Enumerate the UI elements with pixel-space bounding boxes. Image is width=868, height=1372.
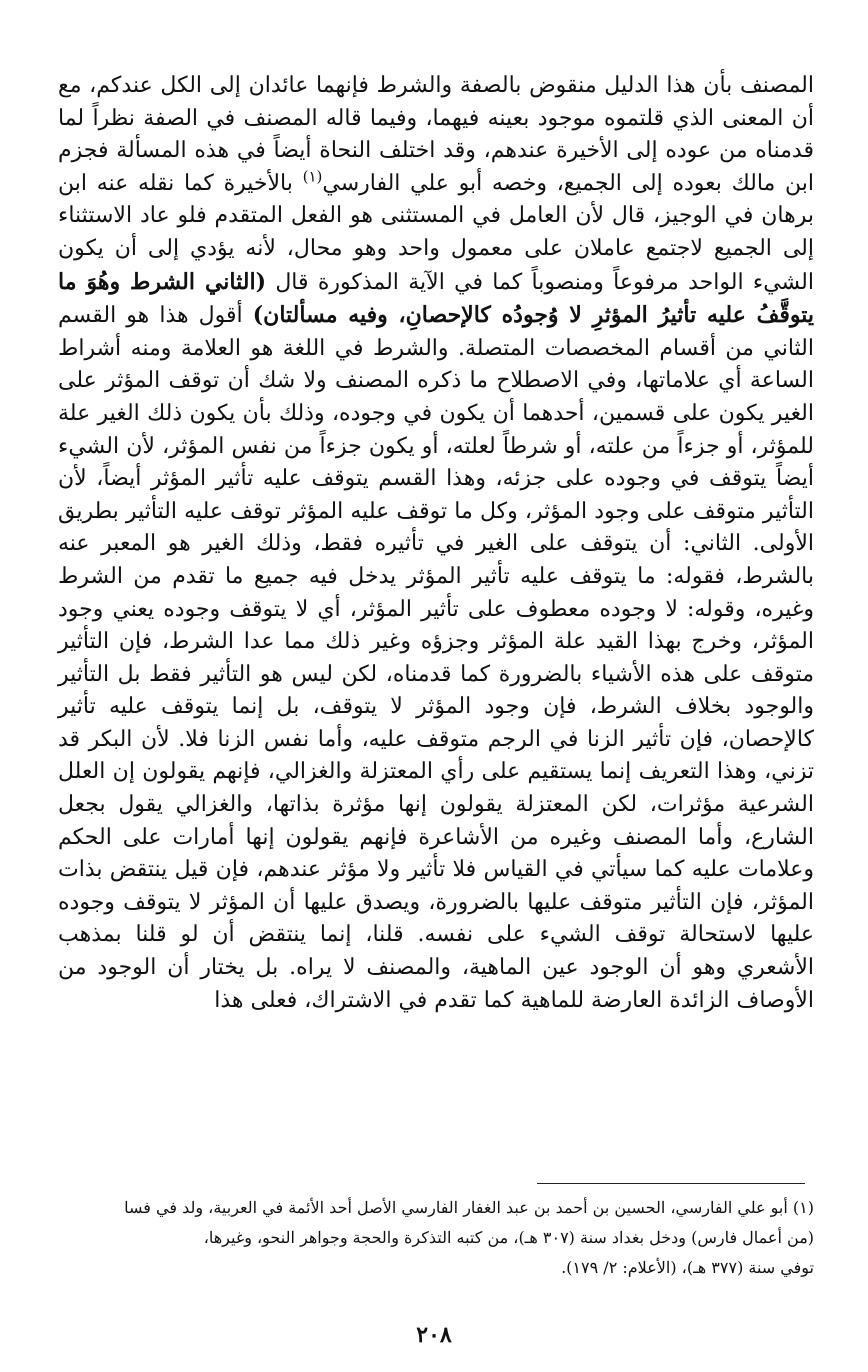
text-part-1: المصنف بأن هذا الدليل منقوض بالصفة والشرط فإنهما عائدان إلى الكل عندكم، مع أن المعنى الذي قلتموه موجود بعينه فيهما، وفيما قاله المصنف في الصفة نظراً لما قدمناه من عوده إلى الأخيرة عندهم، وقد اختلف النحاة أيضاً في هذه المسألة فجزم ابن مالك بعوده إلى الجميع، وخصه أبو علي الفارسي [58,73,815,196]
footnote-reference: (١) [302,167,323,186]
main-paragraph [58,70,814,1017]
page-number: ٢٠٨ [416,1322,452,1348]
footnote-line-3: توفي سنة (٣٧٧ هـ)، (الأعلام: ٢/ ١٧٩). [561,1258,814,1277]
main-text [58,70,814,1017]
text-part-3: أقول هذا هو القسم الثاني من أقسام المخصصات المتصلة. والشرط في اللغة هو العلامة ومنه أشراط الساعة أي علاماتها، وفي الاصطلاح ما ذكره المصنف ولا شك أن توقف المؤثر على الغير يكون على قسمين، أحدهما أن يكون في وجوده، وذلك بأن يكون ذلك الغير علة للمؤثر، أو جزءاً من علته، أو شرطاً لعلته، أو يكون جزءاً من نفس المؤثر، لأن الشيء أيضاً يتوقف في وجوده على جزئه، وهذا القسم يتوقف عليه تأثير المؤثر أيضاً، لأن التأثير متوقف على وجود المؤثر، وكل ما توقف عليه المؤثر توقف عليه التأثير بطريق الأولى. الثاني: أن يتوقف على الغير في تأثيره فقط، وذلك الغير هو المعبر عنه بالشرط، فقوله: ما يتوقف عليه تأثير المؤثر يدخل فيه جميع ما تقدم من الشرط وغيره، وقوله: لا وجوده معطوف على تأثير المؤثر، أي لا يتوقف وجوده يعني وجود المؤثر، وخرج بهذا القيد علة المؤثر وجزؤه وغير ذلك مما عدا الشرط، فإن التأثير متوقف على هذه الأشياء بالضرورة كما قدمناه، لكن ليس هو التأثير فقط بل التأثير والوجود بخلاف الشرط، فإن وجود المؤثر لا يتوقف، بل إنما يتوقف عليه تأثير كالإحصان، فإن تأثير الزنا في الرجم متوقف عليه، وأما نفس الزنا فلا. لأن البكر قد تزني، وهذا التعريف إنما يستقيم على رأي المعتزلة والغزالي، فإنهم يقولون إن العلل الشرعية مؤثرات، لكن المعتزلة يقولون إنها مؤثرة بذاتها، والغزالي يقول بجعل الشارع، وأما المصنف وغيره من الأشاعرة فإنهم يقولون إنها أمارات على الحكم وعلامات عليه كما سيأتي في القياس فلا تأثير ولا مؤثر عندهم، فإن قيل ينتقض بذات المؤثر، فإن التأثير متوقف عليها بالضرورة، ويصدق عليها أن المؤثر لا يتوقف وجوده عليها لاستحالة توقف الشيء على نفسه. قلنا، إنما ينتقض أن لو قلنا بمذهب الأشعري وهو أن الوجود عين الماهية، والمصنف لا يراه. بل يختار أن الوجود من الأوصاف الزائدة العارضة للماهية كما تقدم في الاشتراك، فعلى هذا [58,303,814,1013]
footnote-line-1: (١) أبو علي الفارسي، الحسين بن أحمد بن عبد الغفار الفارسي الأصل أحد الأئمة في العربية، ولد في فسا [124,1198,814,1217]
text-part-2: بالأخيرة كما نقله عنه ابن برهان في الوجيز، قال لأن العامل في المستثنى هو الفعل المتقدم فلو عاد الاستثناء إلى الجميع لاجتمع عاملان على معمول واحد وهو محال، لأنه يؤدي إلى أن يكون الشيء الواحد مرفوعاً ومنصوباً كما في الآية المذكورة قال [58,170,814,295]
footnotes [58,1193,814,1283]
footnote-line-2: (من أعمال فارس) ودخل بغداد سنة (٣٠٧ هـ)، من كتبه التذكرة والحجة وجواهر النحو، وغيرها، [203,1228,814,1247]
footnote-separator [537,1183,805,1184]
bold-quote: (الثاني الشرط وهُوَ ما يتوقَّفُ عليه تأثيرُ المؤثرِ لا وُجودُه كالإحصانِ، وفيه مسألتان) [58,268,814,329]
